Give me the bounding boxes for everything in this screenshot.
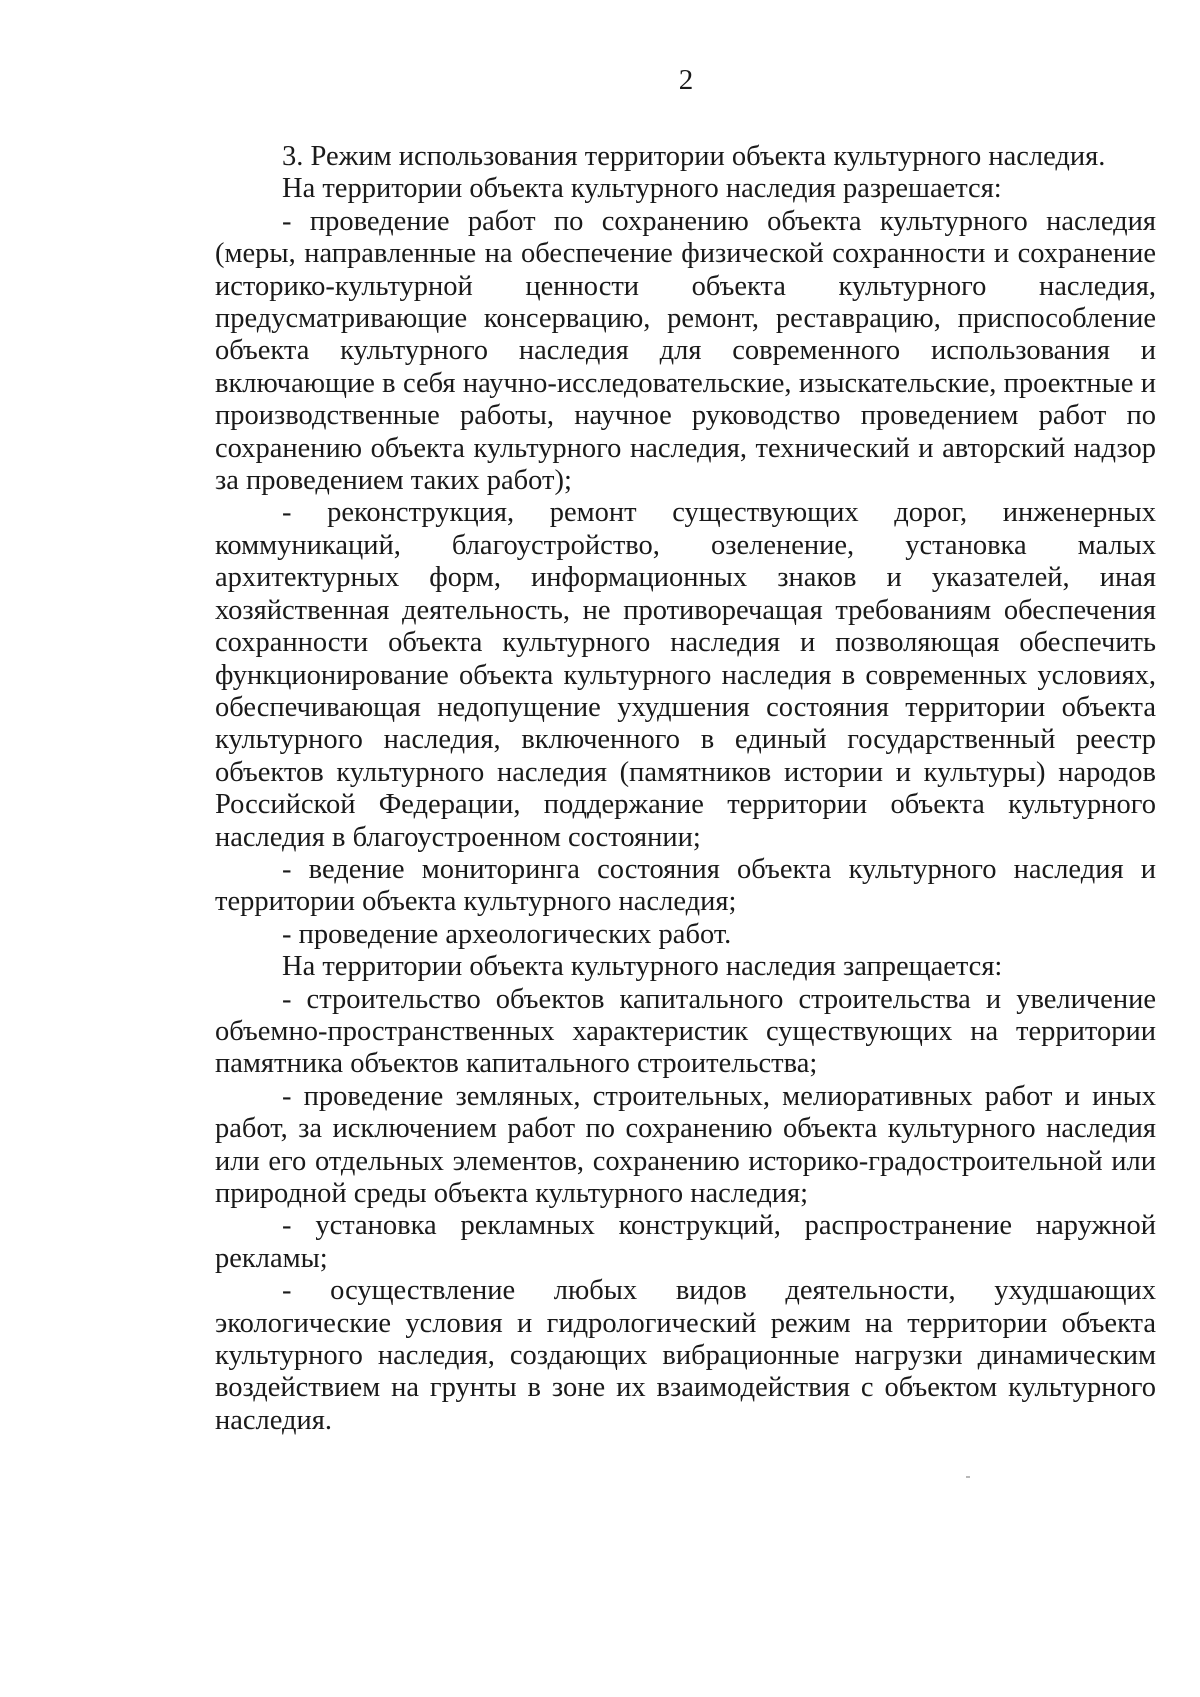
section-heading: 3. Режим использования территории объекта культурного наследия. <box>282 141 1106 172</box>
prohibited-item-earthworks: - проведение земляных, строительных, мелиоративных работ и иных работ, за исключением работ по сохранению объекта культурного наследия или его отдельных элементов, сохранению историко-градостроительной или природной среды объекта культурного наследия; <box>215 1080 1156 1209</box>
scan-speck <box>966 1476 970 1478</box>
paragraph-allowed-intro: На территории объекта культурного наследия разрешается: <box>282 173 1002 205</box>
allowed-item-reconstruction: - реконструкция, ремонт существующих дорог, инженерных коммуникаций, благоустройство, озеленение, установка малых архитектурных форм, информационных знаков и указателей, иная хозяйственная деятельность, не противоречащая требованиям обеспечения сохранности объекта культурного наследия и позволяющая обеспечить функционирование объекта культурного наследия в современных условиях, обеспечивающая недопущение ухудшения состояния территории объекта культурного наследия, включенного в единый государственный реестр объектов культурного наследия (памятников истории и культуры) народов Российской Федерации, поддержание территории объекта культурного наследия в благоустроенном состоянии; <box>215 497 1156 853</box>
page-number: 2 <box>678 64 694 96</box>
allowed-item-archaeology: - проведение археологических работ. <box>282 918 732 950</box>
document-body <box>215 141 1156 1437</box>
prohibited-item-advertising: - установка рекламных конструкций, распространение наружной рекламы; <box>215 1210 1156 1274</box>
allowed-item-preservation-works: - проведение работ по сохранению объекта культурного наследия (меры, направленные на обеспечение физической сохранности и сохранение историко-культурной ценности объекта культурного наследия, предусматривающие консервацию, ремонт, реставрацию, приспособление объекта культурного наследия для современного использования и включающие в себя научно-исследовательские, изыскательские, проектные и производственные работы, научное руководство проведением работ по сохранению объекта культурного наследия, технический и авторский надзор за проведением таких работ); <box>215 205 1156 497</box>
prohibited-item-harmful-activity: - осуществление любых видов деятельности, ухудшающих экологические условия и гидрологический режим на территории объекта культурного наследия, создающих вибрационные нагрузки динамическим воздействием на грунты в зоне их взаимодействия с объектом культурного наследия. <box>215 1275 1156 1436</box>
paragraph-prohibited-intro: На территории объекта культурного наследия запрещается: <box>282 951 1003 983</box>
allowed-item-monitoring: - ведение мониторинга состояния объекта культурного наследия и территории объекта культурного наследия; <box>215 853 1156 918</box>
prohibited-item-construction: - строительство объектов капитального строительства и увеличение объемно-пространственных характеристик существующих на территории памятника объектов капитального строительства; <box>215 983 1156 1080</box>
